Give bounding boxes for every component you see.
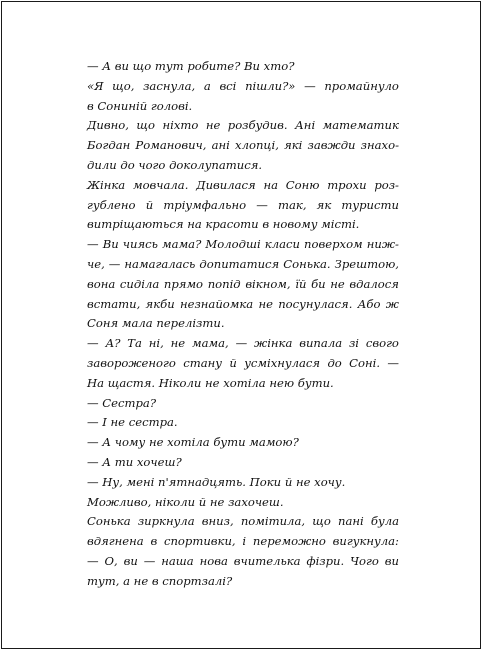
text-line: — Сестра? bbox=[87, 395, 157, 410]
text-line: в Сониній голові. bbox=[87, 98, 193, 113]
text-line: вдягнена в спортивки, і переможно вигукнула: bbox=[87, 534, 399, 549]
text-line: — А ти хочеш? bbox=[87, 454, 182, 469]
text-line: гублено й тріумфально — так, як туристи bbox=[87, 197, 399, 212]
text-line: На щастя. Ніколи не хотіла нею бути. bbox=[87, 375, 334, 390]
text-line: Можливо, ніколи й не захочеш. bbox=[87, 494, 284, 509]
text-line: — Ну, мені п'ятнадцять. Поки й не хочу. bbox=[87, 474, 346, 489]
text-line: — А чому не хотіла бути мамою? bbox=[87, 435, 299, 450]
body-text bbox=[87, 57, 399, 592]
text-line: «Я що, заснула, а всі пішли?» — промайнуло bbox=[87, 78, 399, 93]
text-line: дили до чого доколупатися. bbox=[87, 157, 263, 172]
text-line: вона сиділа прямо попід вікном, їй би не вдалося bbox=[87, 276, 399, 291]
text-line: — О, ви — наша нова вчителька фізри. Чого ви bbox=[87, 553, 399, 568]
text-line: — Ви чиясь мама? Молодші класи поверхом ниж- bbox=[87, 237, 399, 252]
text-line: Богдан Романович, ані хлопці, які завжди знахо- bbox=[87, 138, 399, 153]
book-page bbox=[1, 1, 481, 649]
text-line: Соня мала перелізти. bbox=[87, 316, 225, 331]
text-line: Сонька зиркнула вниз, помітила, що пані була bbox=[87, 514, 399, 529]
text-line: — А? Та ні, не мама, — жінка випала зі свого bbox=[87, 336, 399, 351]
text-line: — А ви що тут робите? Ви хто? bbox=[87, 59, 295, 73]
text-line: тут, а не в спортзалі? bbox=[87, 573, 233, 588]
text-line: завороженого стану й усміхнулася до Соні. — bbox=[87, 355, 399, 370]
text-line: Жінка мовчала. Дивилася на Соню трохи роз- bbox=[87, 177, 399, 192]
text-line: встати, якби незнайомка не посунулася. Або ж bbox=[87, 296, 399, 311]
text-line: — І не сестра. bbox=[87, 415, 178, 430]
text-line: витріщаються на красоти в новому місті. bbox=[87, 217, 360, 232]
text-line: Дивно, що ніхто не розбудив. Ані математик bbox=[87, 118, 399, 133]
text-line: че, — намагалась допитатися Сонька. Зрештою, bbox=[87, 256, 399, 271]
